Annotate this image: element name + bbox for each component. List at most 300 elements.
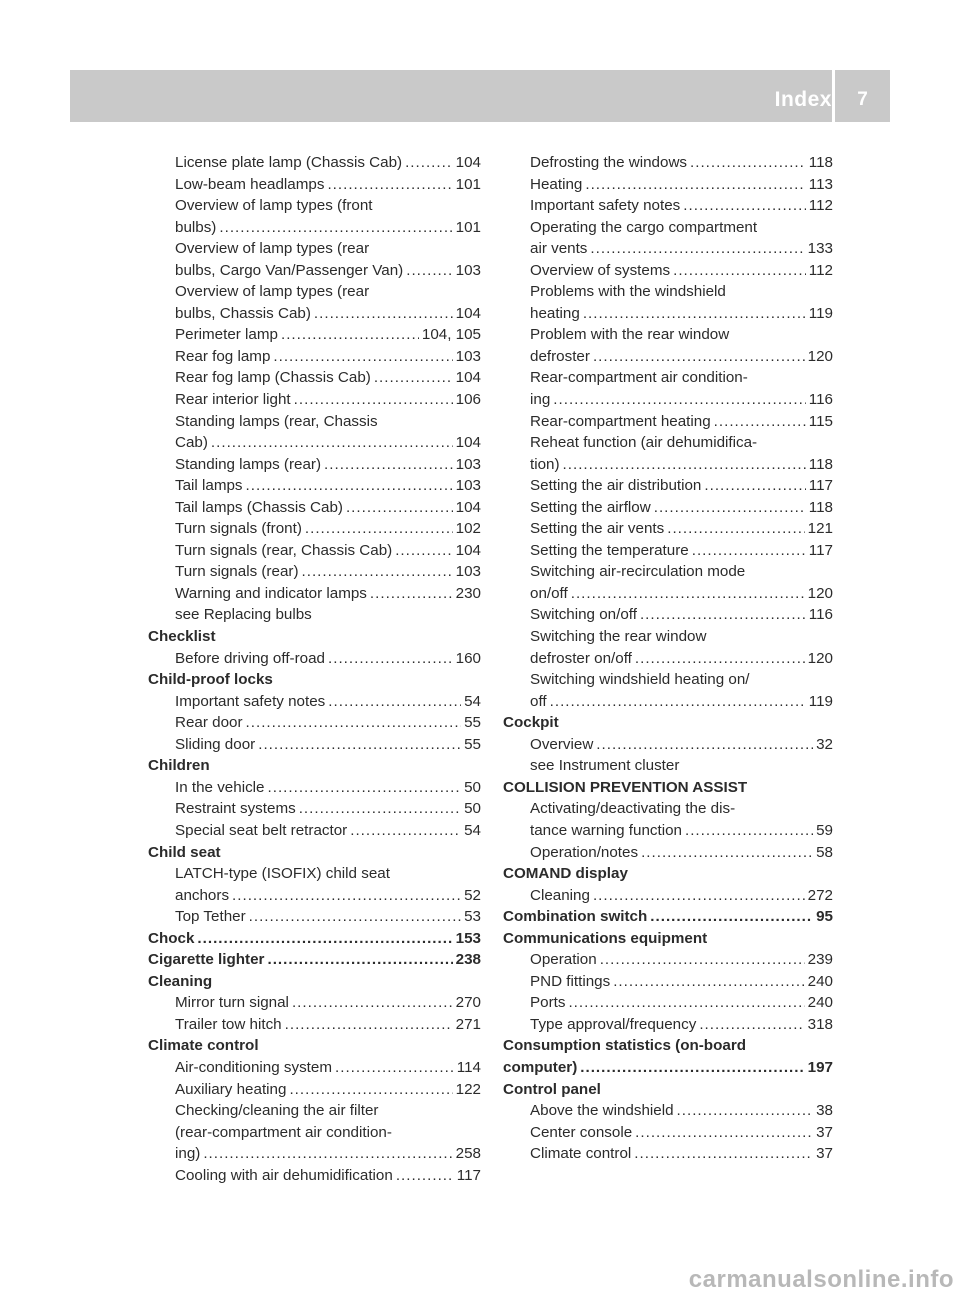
page-reference: 122 [455,1080,481,1098]
index-entry [148,174,481,196]
index-heading [503,1057,833,1079]
index-entry [148,1100,481,1122]
dot-leader [571,583,805,605]
entry-text: Perimeter lamp [175,326,278,344]
entry-text: Cleaning [148,972,213,990]
page-reference: 103 [455,563,481,581]
entry-text: Cleaning [530,886,590,904]
dot-leader [289,1079,452,1101]
index-entry [503,820,833,842]
entry-text: Ports [530,994,566,1012]
entry-text: Operating the cargo compartment [530,218,758,236]
entry-text: off [530,692,547,710]
dot-leader [667,518,804,540]
entry-text: Rear fog lamp [175,347,271,365]
dot-leader [563,454,806,476]
entry-text: ing) [175,1145,201,1163]
index-heading [148,669,481,691]
index-entry [148,992,481,1014]
page-reference: 102 [455,520,481,538]
entry-text: bulbs, Chassis Cab) [175,304,311,322]
index-entry [503,971,833,993]
entry-text: bulbs, Cargo Van/Passenger Van) [175,261,404,279]
index-entry [503,1143,833,1165]
page-reference: 54 [464,821,481,839]
dot-leader [714,411,806,433]
dot-leader [634,1143,813,1165]
dot-leader [585,174,805,196]
dot-leader [685,820,813,842]
entry-text: Operation [530,951,597,969]
dot-leader [268,777,462,799]
dot-leader [553,389,806,411]
entry-text: Special seat belt retractor [175,821,348,839]
page-reference: 271 [455,1015,481,1033]
index-entry [503,604,833,626]
dot-leader [677,1100,814,1122]
index-entry [148,1079,481,1101]
index-entry [148,1165,481,1187]
entry-text: Reheat function (air dehumidifica- [530,434,758,452]
entry-text: Climate control [148,1037,259,1055]
entry-text: Cigarette lighter [148,951,265,969]
entry-text: Setting the temperature [530,541,689,559]
index-heading [503,928,833,950]
index-entry [503,475,833,497]
dot-leader [590,238,804,260]
page-reference: 153 [455,929,481,947]
entry-text: Rear-compartment air condition- [530,369,748,387]
page-reference: 120 [807,649,833,667]
index-entry [503,152,833,174]
index-entry [148,411,481,433]
entry-text: Important safety notes [530,197,681,215]
index-entry [148,281,481,303]
index-column-right [503,152,833,1165]
index-heading [503,1079,833,1101]
dot-leader [292,992,453,1014]
index-entry [148,885,481,907]
entry-text: In the vehicle [175,778,265,796]
dot-leader [267,949,452,971]
dot-leader [405,152,453,174]
entry-text: Overview of lamp types (rear [175,283,370,301]
entry-text: COLLISION PREVENTION ASSIST [503,778,748,796]
dot-leader [396,1165,454,1187]
entry-text: Tail lamps (Chassis Cab) [175,498,343,516]
dot-leader [249,906,461,928]
page-reference: 32 [816,735,833,753]
entry-text: Cooling with air dehumidification [175,1166,393,1184]
index-entry [148,734,481,756]
entry-text: bulbs) [175,218,217,236]
section-title: Index [774,88,832,111]
index-entry [148,648,481,670]
watermark-text: carmanualsonline.info [688,1266,954,1293]
dot-leader [654,497,806,519]
index-entry [148,152,481,174]
entry-text: Setting the air distribution [530,477,702,495]
page-reference: 104 [455,541,481,559]
entry-text: Low-beam headlamps [175,175,325,193]
dot-leader [302,561,453,583]
entry-text: tance warning function [530,821,682,839]
dot-leader [211,432,453,454]
entry-text: Problems with the windshield [530,283,726,301]
index-entry [503,626,833,648]
index-heading [503,1035,833,1057]
index-entry [148,712,481,734]
entry-text: Rear fog lamp (Chassis Cab) [175,369,371,387]
index-entry [503,367,833,389]
index-entry [503,648,833,670]
index-entry [148,604,481,626]
dot-leader [285,1014,453,1036]
dot-leader [635,1122,813,1144]
dot-leader [406,260,452,282]
entry-text: Combination switch [503,908,648,926]
index-entry [148,1122,481,1144]
index-entry [148,195,481,217]
entry-text: computer) [503,1058,578,1076]
page-reference: 121 [807,520,833,538]
index-entry [148,367,481,389]
entry-text: Climate control [530,1145,632,1163]
index-entry [148,346,481,368]
page-reference: 112 [808,197,833,215]
index-entry [148,1143,481,1165]
page-reference: 114 [456,1058,481,1076]
index-entry [503,281,833,303]
page-reference: 104 [455,304,481,322]
index-entry [148,518,481,540]
entry-text: Before driving off-road [175,649,325,667]
entry-text: Heating [530,175,583,193]
dot-leader [593,885,805,907]
page-number: 7 [857,89,868,110]
page-reference: 103 [455,477,481,495]
dot-leader [299,798,461,820]
entry-text: Switching on/off [530,606,637,624]
index-entry [148,540,481,562]
page-reference: 116 [808,391,833,409]
dot-leader [328,691,461,713]
page-reference: 112 [808,261,833,279]
page-reference: 53 [464,908,481,926]
entry-text: (rear-compartment air condition- [175,1123,392,1141]
entry-text: Type approval/frequency [530,1015,697,1033]
index-heading [148,755,481,777]
entry-text: Overview of systems [530,261,671,279]
index-entry [503,324,833,346]
index-entry [148,389,481,411]
index-entry [503,669,833,691]
dot-leader [246,475,453,497]
index-entry [148,561,481,583]
page-reference: 55 [464,714,481,732]
page-reference: 59 [816,821,833,839]
index-heading [148,1035,481,1057]
entry-text: Restraint systems [175,800,296,818]
entry-text: License plate lamp (Chassis Cab) [175,154,403,171]
dot-leader [219,217,452,239]
page-reference: 54 [464,692,481,710]
page-reference: 101 [455,218,481,236]
index-entry [503,1100,833,1122]
index-heading [148,626,481,648]
index-entry [503,217,833,239]
dot-leader [593,346,805,368]
index-entry [148,497,481,519]
index-entry [503,518,833,540]
dot-leader [335,1057,454,1079]
index-entry [148,583,481,605]
entry-text: Center console [530,1123,633,1141]
entry-text: Cab) [175,434,208,452]
index-entry [148,777,481,799]
dot-leader [374,367,453,389]
index-entry [503,583,833,605]
entry-text: Checklist [148,628,216,646]
page-reference: 238 [455,951,481,969]
entry-text: Setting the air vents [530,520,665,538]
entry-text: Rear door [175,714,243,732]
dot-leader [346,497,453,519]
dot-leader [328,648,453,670]
index-entry [503,798,833,820]
entry-text: Switching the rear window [530,628,707,646]
entry-text: Sliding door [175,735,256,753]
page-reference: 117 [808,477,833,495]
page-reference: 116 [808,606,833,624]
page-reference: 103 [455,455,481,473]
index-entry [503,842,833,864]
index-heading [503,712,833,734]
entry-text: LATCH-type (ISOFIX) child seat [175,865,390,883]
dot-leader [281,324,419,346]
entry-text: Auxiliary heating [175,1080,287,1098]
index-heading [148,928,481,950]
entry-text: Standing lamps (rear, Chassis [175,412,378,430]
page-reference: 119 [808,304,833,322]
page-reference: 270 [455,994,481,1012]
index-entry [503,260,833,282]
entry-text: Turn signals (rear) [175,563,299,581]
entry-text: on/off [530,584,568,602]
index-entry [148,432,481,454]
entry-text: Child seat [148,843,221,861]
page-reference: 38 [816,1102,833,1120]
entry-text: Overview [530,735,594,753]
entry-text: anchors [175,886,230,904]
index-entry [148,691,481,713]
index-entry [503,346,833,368]
entry-text: tion) [530,455,560,473]
index-entry [503,561,833,583]
entry-text: Communications equipment [503,929,708,947]
entry-text: air vents [530,240,588,258]
index-entry [148,798,481,820]
dot-leader [370,583,453,605]
page-reference: 104 [455,154,481,171]
index-heading [503,906,833,928]
page-reference: 101 [455,175,481,193]
page-reference: 119 [808,692,833,710]
page-reference: 95 [816,908,833,926]
dot-leader [324,454,453,476]
page-reference: 120 [807,347,833,365]
index-entry [148,820,481,842]
page-reference: 104 [455,434,481,452]
page-reference: 230 [455,584,481,602]
page-reference: 37 [816,1145,833,1163]
index-heading [503,863,833,885]
dot-leader [294,389,453,411]
index-entry [503,540,833,562]
entry-text: Rear-compartment heating [530,412,711,430]
dot-leader [580,1057,804,1079]
dot-leader [314,303,453,325]
dot-leader [273,346,452,368]
entry-text: COMAND display [503,865,628,883]
index-entry [503,497,833,519]
index-entry [148,906,481,928]
page-reference: 113 [808,175,833,193]
index-entry [148,260,481,282]
page-reference: 103 [455,347,481,365]
index-entry [148,475,481,497]
dot-leader [583,303,806,325]
page-reference: 50 [464,778,481,796]
entry-text: Important safety notes [175,692,326,710]
dot-leader [692,540,806,562]
entry-text: Problem with the rear window [530,326,730,344]
index-heading [148,971,481,993]
dot-leader [704,475,805,497]
entry-text: Overview of lamp types (front [175,197,373,215]
dot-leader [673,260,806,282]
entry-text: Operation/notes [530,843,639,861]
page-reference: 318 [807,1015,833,1033]
entry-text: Defrosting the windows [530,154,688,171]
page-reference: 115 [808,412,833,430]
index-entry [503,949,833,971]
index-heading [148,949,481,971]
page-reference: 104 [455,369,481,387]
index-column-left [148,152,481,1186]
index-entry [503,432,833,454]
dot-leader [568,992,804,1014]
page-reference: 103 [455,261,481,279]
index-entry [503,411,833,433]
dot-leader [232,885,461,907]
entry-text: Above the windshield [530,1102,674,1120]
page-reference: 197 [807,1058,833,1076]
entry-text: Top Tether [175,908,246,926]
page-reference: 160 [455,649,481,667]
dot-leader [550,691,806,713]
page-reference: 240 [807,972,833,990]
entry-text: Warning and indicator lamps [175,584,367,602]
page-reference: 239 [807,951,833,969]
index-heading [503,777,833,799]
dot-leader [635,648,805,670]
index-entry [148,238,481,260]
entry-text: Child-proof locks [148,671,273,689]
entry-text: Switching windshield heating on/ [530,671,750,689]
entry-text: ing [530,391,551,409]
page-reference: 258 [455,1145,481,1163]
page-reference: 120 [807,584,833,602]
page-reference: 50 [464,800,481,818]
entry-text: Turn signals (rear, Chassis Cab) [175,541,393,559]
entry-text: Switching air-recirculation mode [530,563,746,581]
page-reference: 55 [464,735,481,753]
dot-leader [699,1014,804,1036]
index-entry [503,992,833,1014]
entry-text: heating [530,304,580,322]
index-entry [148,1014,481,1036]
entry-text: defroster on/off [530,649,632,667]
watermark [0,1266,960,1294]
entry-text: Children [148,757,210,775]
page-reference: 117 [456,1166,481,1184]
page-reference: 104, 105 [421,326,481,344]
page-reference: 37 [816,1123,833,1141]
dot-leader [203,1143,452,1165]
index-entry [148,217,481,239]
dot-leader [613,971,804,993]
page-reference: 118 [808,154,833,171]
page-reference: 272 [807,886,833,904]
dot-leader [246,712,462,734]
index-entry [503,734,833,756]
page-reference: 52 [464,886,481,904]
entry-text: see Instrument cluster [530,757,680,775]
entry-text: Tail lamps [175,477,243,495]
index-entry [503,1122,833,1144]
entry-text: Chock [148,929,195,947]
entry-text: Rear interior light [175,391,291,409]
index-entry [503,755,833,777]
dot-leader [690,152,806,174]
index-entry [148,863,481,885]
entry-text: Activating/deactivating the dis- [530,800,736,818]
entry-text: see Replacing bulbs [175,606,312,624]
entry-text: Control panel [503,1080,601,1098]
index-entry [148,1057,481,1079]
index-entry [503,195,833,217]
dot-leader [683,195,806,217]
index-entry [503,1014,833,1036]
entry-text: Setting the airflow [530,498,651,516]
entry-text: Mirror turn signal [175,994,289,1012]
index-entry [148,454,481,476]
dot-leader [640,604,806,626]
index-entry [503,303,833,325]
dot-leader [350,820,461,842]
page-reference: 133 [807,240,833,258]
entry-text: Checking/cleaning the air filter [175,1102,379,1120]
dot-leader [197,928,452,950]
entry-text: Overview of lamp types (rear [175,240,370,258]
entry-text: Air-conditioning system [175,1058,332,1076]
index-entry [503,691,833,713]
dot-leader [327,174,452,196]
dot-leader [395,540,452,562]
page-reference: 240 [807,994,833,1012]
dot-leader [650,906,813,928]
